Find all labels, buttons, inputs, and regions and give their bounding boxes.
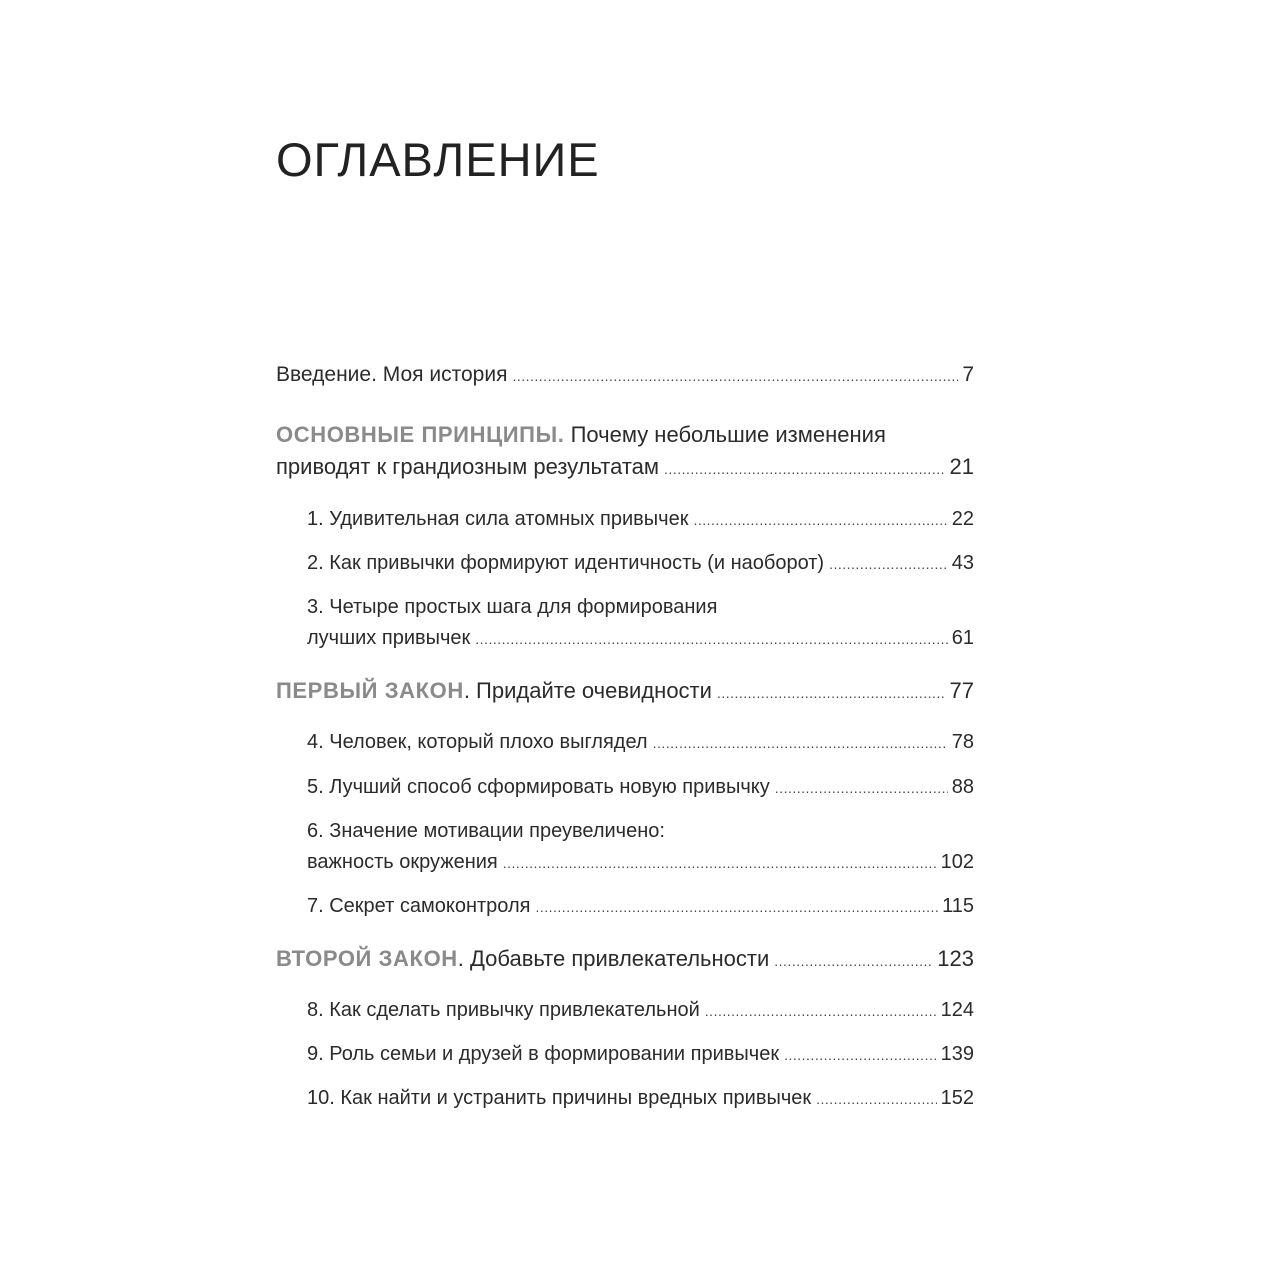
toc-chapter-10 [307, 1083, 974, 1115]
page-title: ОГЛАВЛЕНИЕ [276, 133, 600, 186]
toc-part-second-law [276, 943, 974, 977]
dot-leader [829, 548, 948, 580]
toc-entry-title: . Добавьте привлекательности [457, 946, 770, 971]
toc-entry-intro [276, 360, 974, 391]
toc-page-number: 22 [951, 508, 974, 530]
toc-page-number: 124 [940, 999, 974, 1021]
toc-chapter-4 [307, 727, 974, 759]
dot-leader [775, 772, 948, 804]
dot-leader [705, 995, 937, 1027]
toc-page-number: 102 [940, 851, 974, 873]
part-label: ОСНОВНЫЕ ПРИНЦИПЫ. [276, 422, 565, 447]
toc-entry-title: . Придайте очевидности [463, 678, 712, 703]
toc-entry-title: 1. Удивительная сила атомных привычек [307, 508, 689, 530]
toc-page-number: 123 [937, 946, 974, 971]
toc-page-number: 43 [951, 552, 974, 574]
toc-entry-title-line1: 6. Значение мотивации преувеличено: [307, 820, 665, 842]
toc-entry-title: Введение. Моя история [276, 363, 508, 386]
dot-leader [717, 675, 946, 709]
toc-page-number: 115 [942, 895, 974, 917]
toc-page-number: 21 [949, 454, 974, 479]
toc-page-number: 61 [951, 627, 974, 649]
toc-entry-title-line2: важность окружения [307, 851, 498, 873]
toc-entry-title: 9. Роль семьи и друзей в формировании привычек [307, 1043, 780, 1065]
dot-leader [512, 360, 958, 391]
toc-page-number: 77 [949, 678, 974, 703]
toc-entry-title: 8. Как сделать привычку привлекательной [307, 999, 700, 1021]
dot-leader [653, 727, 948, 759]
toc-chapter-8 [307, 995, 974, 1027]
toc-entry-title: 5. Лучший способ сформировать новую привычку [307, 776, 770, 798]
toc-chapter-6 [307, 816, 974, 879]
part-label: ВТОРОЙ ЗАКОН [276, 946, 458, 971]
toc-chapter-3 [307, 592, 974, 655]
toc-page-number: 88 [951, 776, 974, 798]
toc-page-number: 152 [940, 1087, 974, 1109]
dot-leader [503, 847, 937, 879]
toc-chapter-1 [307, 504, 974, 536]
toc-page-number: 7 [962, 363, 974, 386]
dot-leader [774, 943, 933, 977]
toc-part-core-principles [276, 419, 974, 485]
dot-leader [784, 1039, 937, 1071]
toc-entry-title-line2: приводят к грандиозным результатам [276, 454, 660, 479]
toc-entry-title-line1: 3. Четыре простых шага для формирования [307, 596, 718, 618]
toc-entry-title: 2. Как привычки формируют идентичность (и наоборот) [307, 552, 825, 574]
dot-leader [693, 504, 947, 536]
toc-entry-title: 4. Человек, который плохо выглядел [307, 731, 648, 753]
toc-chapter-9 [307, 1039, 974, 1071]
toc-chapter-5 [307, 772, 974, 804]
dot-leader [535, 891, 938, 923]
part-label: ПЕРВЫЙ ЗАКОН [276, 678, 464, 703]
dot-leader [664, 451, 945, 485]
dot-leader [816, 1083, 937, 1115]
toc-page-number: 139 [940, 1043, 974, 1065]
table-of-contents [276, 0, 974, 1280]
toc-entry-title-line2: лучших привычек [307, 627, 471, 649]
toc-chapter-2 [307, 548, 974, 580]
toc-entry-title-line1: Почему небольшие изменения [570, 422, 886, 447]
toc-page-number: 78 [951, 731, 974, 753]
toc-part-first-law [276, 675, 974, 709]
dot-leader [475, 623, 947, 655]
toc-entry-title: 7. Секрет самоконтроля [307, 895, 531, 917]
toc-chapter-7 [307, 891, 974, 923]
toc-entry-title: 10. Как найти и устранить причины вредных привычек [307, 1087, 812, 1109]
